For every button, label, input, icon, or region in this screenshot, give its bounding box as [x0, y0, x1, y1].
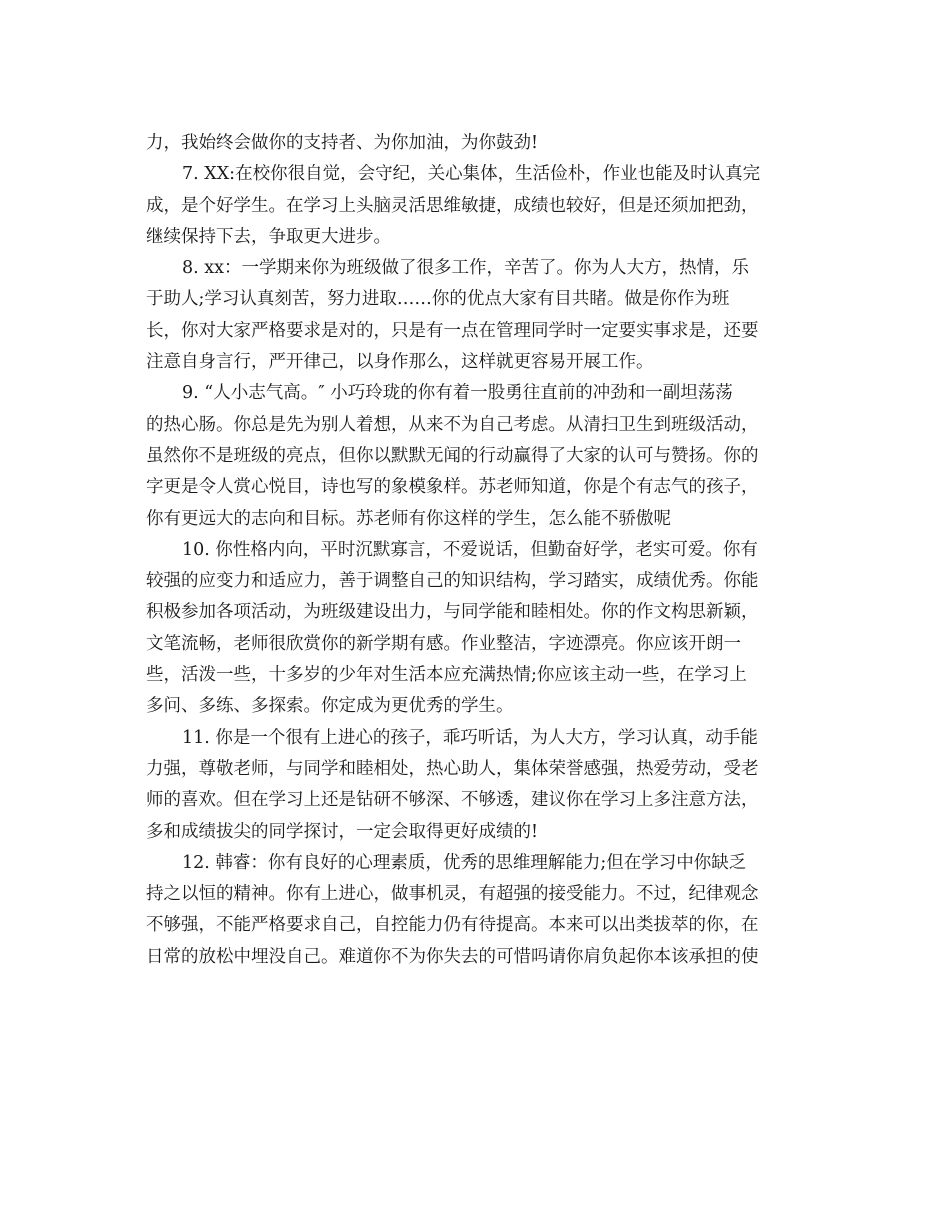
text-line: 9. “人小志气高。″ 小巧玲珑的你有着一股勇往直前的冲劲和一副坦荡荡: [182, 383, 733, 404]
text-line: 力强，尊敬老师，与同学和睦相处，热心助人，集体荣誉感强，热爱劳动，受老: [146, 758, 759, 779]
text-line: 11. 你是一个很有上进心的孩子，乖巧听话，为人大方，学习认真，动手能: [182, 727, 758, 748]
text-line: 日常的放松中埋没自己。难道你不为你失去的可惜吗请你肩负起你本该承担的使: [146, 946, 759, 967]
text-line: 注意自身言行，严开律己，以身作那么，这样就更容易开展工作。: [146, 352, 654, 373]
text-line: 12. 韩睿：你有良好的心理素质，优秀的思维理解能力;但在学习中你缺乏: [182, 852, 747, 873]
text-line: 继续保持下去，争取更大进步。: [146, 226, 391, 247]
text-line: 不够强，不能严格要求自己，自控能力仍有待提高。本来可以出类拔萃的你，在: [146, 915, 759, 936]
text-line: 些，活泼一些，十多岁的少年对生活本应充满热情;你应该主动一些，在学习上: [146, 665, 747, 686]
text-line: 文笔流畅，老师很欣赏你的新学期有感。作业整洁，字迹漂亮。你应该开朗一: [146, 633, 741, 654]
text-line: 的热心肠。你总是先为别人着想，从来不为自己考虑。从清扫卫生到班级活动，: [146, 414, 759, 435]
text-line: 10. 你性格内向，平时沉默寡言，不爱说话，但勤奋好学，老实可爱。你有: [182, 539, 758, 560]
text-line: 于助人;学习认真刻苦，努力进取……你的优点大家有目共睹。做是你作为班: [146, 289, 730, 310]
text-line: 积极参加各项活动，为班级建设出力，与同学能和睦相处。你的作文构思新颖，: [146, 602, 759, 623]
text-line: 7. XX:在校你很自觉，会守纪，关心集体，生活俭朴，作业也能及时认真完: [182, 164, 761, 185]
text-line: 师的喜欢。但在学习上还是钻研不够深、不够透，建议你在学习上多注意方法，: [146, 790, 759, 811]
text-line: 力，我始终会做你的支持者、为你加油，为你鼓劲!: [146, 133, 539, 153]
text-line: 字更是令人赏心悦目，诗也写的象模象样。苏老师知道，你是个有志气的孩子，: [146, 477, 759, 498]
text-line: 较强的应变力和适应力，善于调整自己的知识结构，学习踏实，成绩优秀。你能: [146, 571, 759, 592]
text-line: 多和成绩拔尖的同学探讨，一定会取得更好成绩的!: [146, 821, 539, 842]
text-line: 长，你对大家严格要求是对的，只是有一点在管理同学时一定要实事求是，还要: [146, 320, 759, 341]
text-line: 多问、多练、多探索。你定成为更优秀的学生。: [146, 696, 514, 717]
text-line: 8. xx：一学期来你为班级做了很多工作，辛苦了。你为人大方，热情，乐: [182, 258, 749, 279]
text-line: 持之以恒的精神。你有上进心，做事机灵，有超强的接受能力。不过，纪律观念: [146, 884, 759, 905]
document-body-text: [146, 128, 806, 973]
text-line: 你有更远大的志向和目标。苏老师有你这样的学生，怎么能不骄傲呢: [146, 508, 671, 529]
text-line: 虽然你不是班级的亮点，但你以默默无闻的行动赢得了大家的认可与赞扬。你的: [146, 445, 759, 466]
text-line: 成，是个好学生。在学习上头脑灵活思维敏捷，成绩也较好，但是还须加把劲，: [146, 195, 759, 216]
